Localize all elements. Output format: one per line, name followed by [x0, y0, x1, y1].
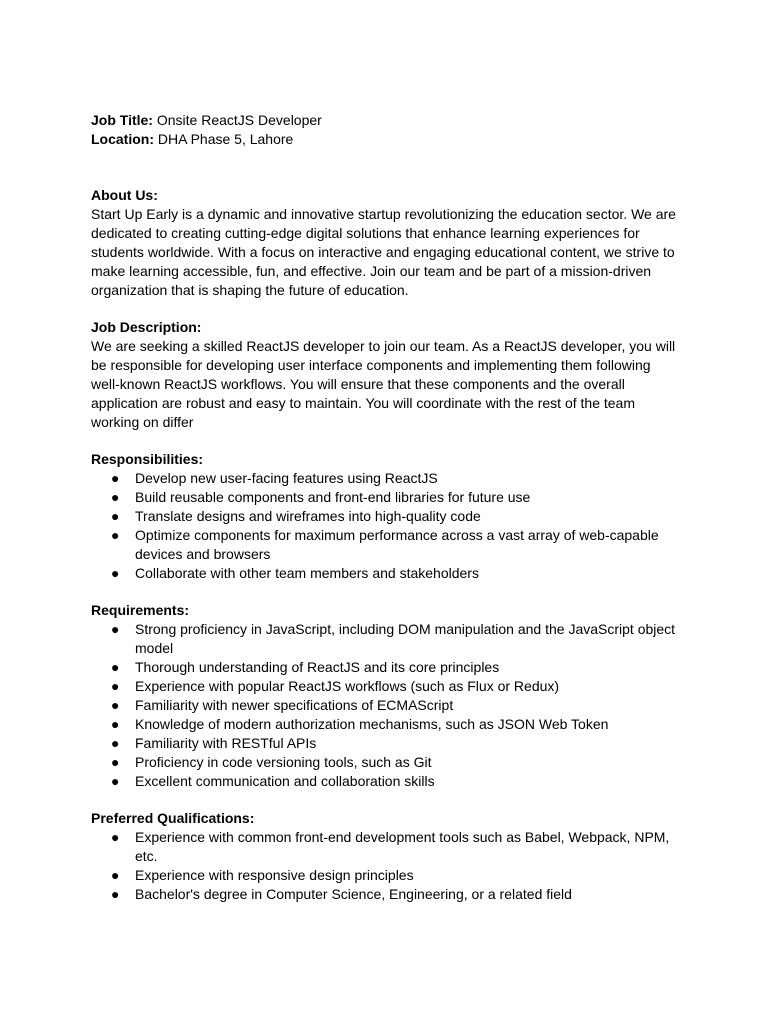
list-item-text: Optimize components for maximum performance across a vast array of web-capable devices and browsers — [135, 527, 659, 562]
list-item-text: Experience with responsive design principles — [135, 867, 414, 883]
responsibilities-heading — [91, 450, 681, 469]
location-label: Location: — [91, 131, 154, 147]
description-heading-text: Job Description: — [91, 319, 202, 335]
bullet-icon: ● — [111, 735, 120, 751]
list-item-text: Experience with common front-end development tools such as Babel, Webpack, NPM, etc. — [135, 829, 670, 864]
list-item — [91, 772, 681, 791]
job-title-label: Job Title: — [91, 112, 153, 128]
list-item — [91, 620, 681, 658]
list-item-text: Familiarity with newer specifications of ECMAScript — [135, 697, 454, 713]
about-heading — [91, 186, 681, 205]
job-title-value: Onsite ReactJS Developer — [152, 112, 322, 128]
description-body: We are seeking a skilled ReactJS developer to join our team. As a ReactJS developer, you will be responsible for developing user interface components and implementing them following well-known ReactJS workflows. You will ensure that these components and the overall application are robust and easy to maintain. You will coordinate with the rest of the team working on differ — [91, 338, 676, 430]
bullet-icon: ● — [111, 470, 120, 486]
requirements-list — [91, 620, 681, 791]
list-item — [91, 677, 681, 696]
list-item — [91, 658, 681, 677]
description-heading — [91, 318, 681, 337]
bullet-icon: ● — [111, 489, 120, 505]
requirements-heading — [91, 601, 681, 620]
bullet-icon: ● — [111, 508, 120, 524]
responsibilities-list — [91, 469, 681, 583]
list-item — [91, 469, 681, 488]
bullet-icon: ● — [111, 716, 120, 732]
bullet-icon: ● — [111, 773, 120, 789]
location-line — [91, 130, 681, 149]
requirements-heading-text: Requirements: — [91, 602, 190, 618]
preferred-heading — [91, 809, 681, 828]
bullet-icon: ● — [111, 886, 120, 902]
list-item — [91, 564, 681, 583]
list-item — [91, 526, 681, 564]
list-item-text: Develop new user-facing features using ReactJS — [135, 470, 438, 486]
bullet-icon: ● — [111, 867, 120, 883]
list-item — [91, 866, 681, 885]
bullet-icon: ● — [111, 527, 120, 543]
document-page — [91, 111, 681, 904]
bullet-icon: ● — [111, 829, 120, 845]
responsibilities-heading-text: Responsibilities: — [91, 451, 204, 467]
list-item — [91, 507, 681, 526]
list-item-text: Strong proficiency in JavaScript, including DOM manipulation and the JavaScript object model — [135, 621, 676, 656]
list-item-text: Knowledge of modern authorization mechanisms, such as JSON Web Token — [135, 716, 609, 732]
bullet-icon: ● — [111, 621, 120, 637]
list-item — [91, 885, 681, 904]
list-item-text: Proficiency in code versioning tools, such as Git — [135, 754, 432, 770]
list-item — [91, 753, 681, 772]
preferred-heading-text: Preferred Qualifications: — [91, 810, 255, 826]
list-item-text: Translate designs and wireframes into high-quality code — [135, 508, 481, 524]
list-item-text: Build reusable components and front-end libraries for future use — [135, 489, 531, 505]
list-item — [91, 734, 681, 753]
list-item-text: Thorough understanding of ReactJS and its core principles — [135, 659, 500, 675]
bullet-icon: ● — [111, 565, 120, 581]
bullet-icon: ● — [111, 678, 120, 694]
list-item-text: Excellent communication and collaboration skills — [135, 773, 435, 789]
bullet-icon: ● — [111, 754, 120, 770]
list-item — [91, 696, 681, 715]
bullet-icon: ● — [111, 659, 120, 675]
list-item-text: Collaborate with other team members and stakeholders — [135, 565, 479, 581]
job-title-line — [91, 111, 681, 130]
location-value: DHA Phase 5, Lahore — [154, 131, 294, 147]
list-item-text: Experience with popular ReactJS workflows (such as Flux or Redux) — [135, 678, 560, 694]
about-heading-text: About Us: — [91, 187, 158, 203]
list-item-text: Bachelor's degree in Computer Science, Engineering, or a related field — [135, 886, 572, 902]
list-item — [91, 828, 681, 866]
preferred-list — [91, 828, 681, 904]
list-item-text: Familiarity with RESTful APIs — [135, 735, 317, 751]
list-item — [91, 715, 681, 734]
bullet-icon: ● — [111, 697, 120, 713]
list-item — [91, 488, 681, 507]
about-body: Start Up Early is a dynamic and innovative startup revolutionizing the education sector. We are dedicated to creating cutting-edge digital solutions that enhance learning experiences for students worldwide. With a focus on interactive and engaging educational content, we strive to make learning accessible, fun, and effective. Join our team and be part of a mission-driven organization that is shaping the future of education. — [91, 206, 676, 298]
